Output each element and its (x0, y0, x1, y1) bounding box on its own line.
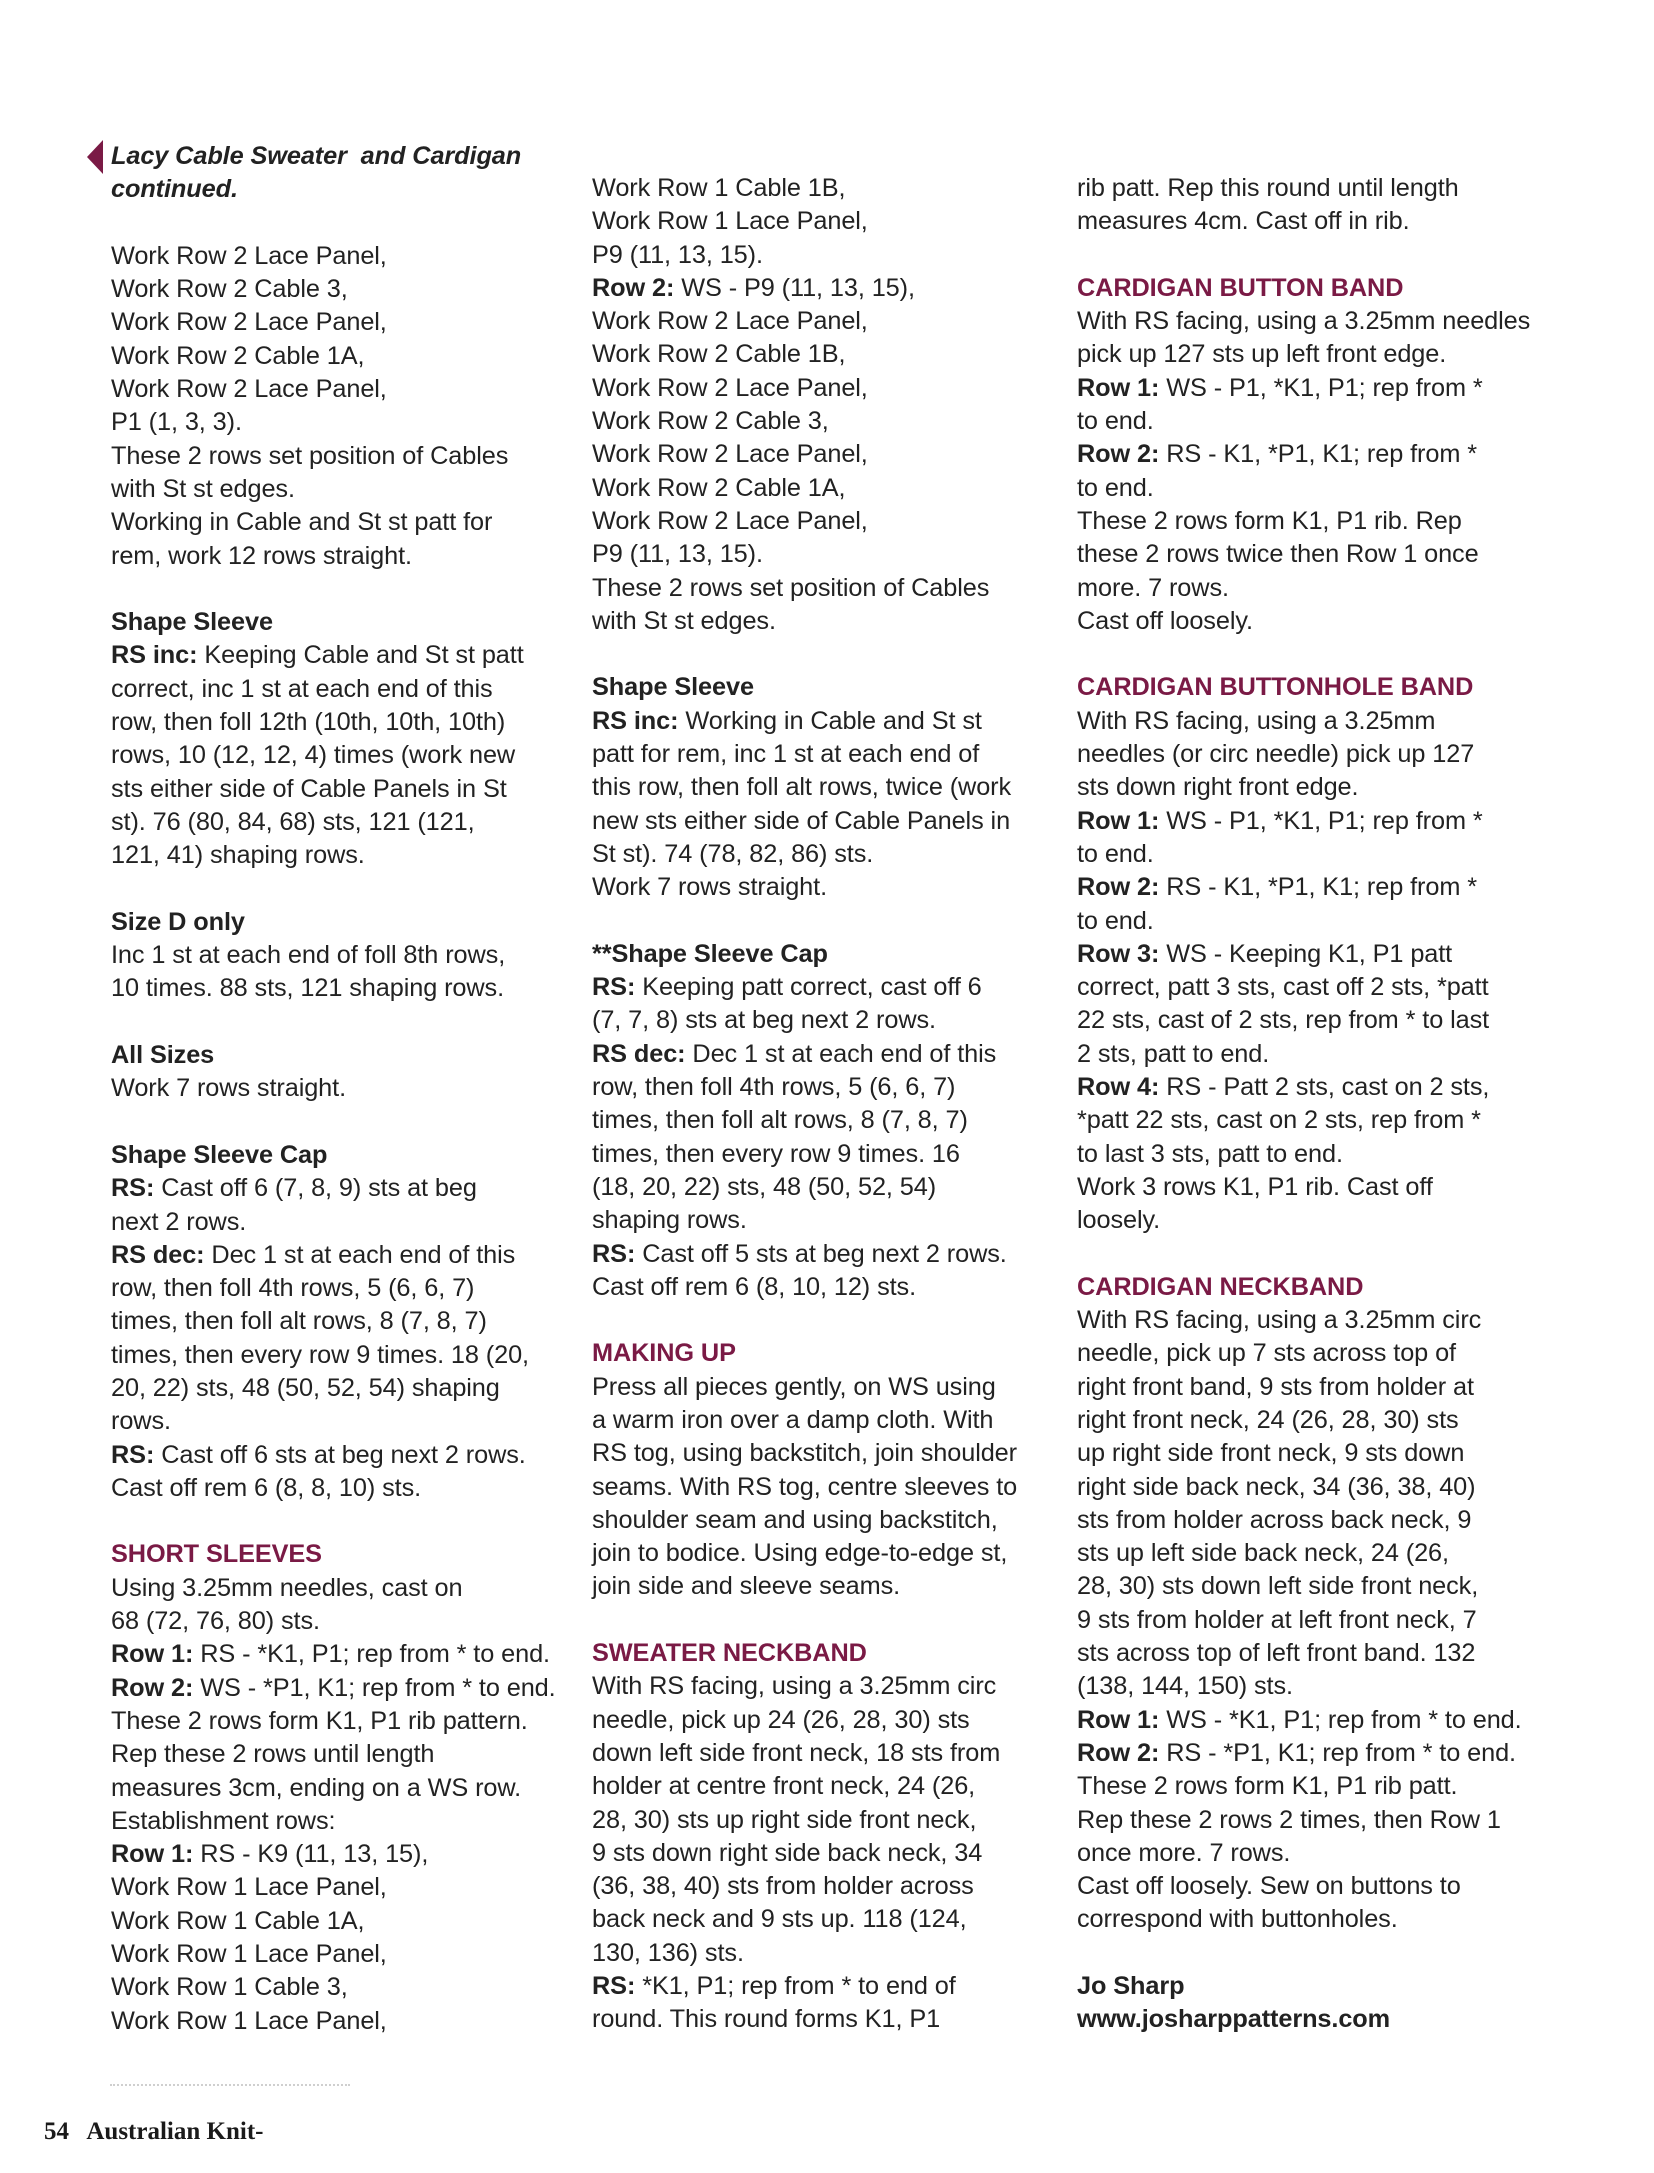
spacer (111, 1006, 581, 1039)
row-label: Row 4: (1077, 1073, 1160, 1102)
row-label: RS dec: (111, 1240, 205, 1269)
text-line: row, then foll 12th (10th, 10th, 10th) (111, 708, 506, 737)
subheading: All Sizes (111, 1041, 215, 1070)
text-line: correct, patt 3 sts, cast off 2 sts, *patt (1077, 973, 1489, 1002)
text-line: sts down right front edge. (1077, 773, 1359, 802)
text-line: to end. (1077, 906, 1154, 935)
row-label: RS: (592, 973, 636, 1002)
text-line: Cast off loosely. Sew on buttons to (1077, 1872, 1461, 1901)
instruction-line (1077, 1704, 1547, 1737)
text-line: With RS facing, using a 3.25mm circ (1077, 1306, 1482, 1335)
text-line: 20, 22) sts, 48 (50, 52, 54) shaping (111, 1373, 500, 1402)
spacer (1077, 1238, 1547, 1271)
text-line: measures 3cm, ending on a WS row. (111, 1773, 522, 1802)
text-line: 2 sts, patt to end. (1077, 1039, 1270, 1068)
text-line: row, then foll 4th rows, 5 (6, 6, 7) (111, 1274, 475, 1303)
spacer (592, 1304, 1062, 1337)
text-line: sts up left side back neck, 24 (26, (1077, 1539, 1449, 1568)
row-text: WS - *K1, P1; rep from * to end. (1159, 1705, 1522, 1734)
text-line: sts across top of left front band. 132 (1077, 1639, 1476, 1668)
subheading: Shape Sleeve (111, 608, 273, 637)
text-line: pick up 127 sts up left front edge. (1077, 340, 1447, 369)
text-line: patt for rem, inc 1 st at each end of (592, 740, 980, 769)
text-line: rem, work 12 rows straight. (111, 541, 412, 570)
row-text: RS - *P1, K1; rep from * to end. (1159, 1738, 1516, 1767)
row-label: Row 2: (592, 273, 675, 302)
text-line: shaping rows. (592, 1206, 747, 1235)
text-line: Cast off loosely. (1077, 606, 1253, 635)
subheading: www.josharppatterns.com (1077, 2005, 1391, 2034)
text-line: back neck and 9 sts up. 118 (124, (592, 1905, 967, 1934)
row-text: WS - P9 (11, 13, 15), (674, 273, 915, 302)
section-heading: SWEATER NECKBAND (592, 1639, 867, 1668)
text-line: to end. (1077, 407, 1154, 436)
text-line: (7, 7, 8) sts at beg next 2 rows. (592, 1006, 936, 1035)
instruction-line (592, 971, 1062, 1004)
spacer (1077, 638, 1547, 671)
text-line: rib patt. Rep this round until length (1077, 174, 1459, 202)
row-label: Row 2: (111, 1673, 194, 1702)
triangle-marker-icon (87, 140, 103, 174)
row-text: WS - P1, *K1, P1; rep from * (1159, 373, 1483, 402)
text-line: sts either side of Cable Panels in St (111, 774, 507, 803)
subheading: Jo Sharp (1077, 1972, 1185, 2001)
text-line: next 2 rows. (111, 1207, 247, 1236)
row-label: Row 2: (1077, 440, 1160, 469)
spacer (592, 905, 1062, 938)
spacer (111, 1505, 581, 1538)
row-label: Row 2: (1077, 873, 1160, 902)
section-heading: CARDIGAN BUTTONHOLE BAND (1077, 673, 1474, 702)
text-line: to end. (1077, 839, 1154, 868)
row-text: RS - Patt 2 sts, cast on 2 sts, (1159, 1073, 1490, 1102)
row-label: RS inc: (592, 706, 679, 735)
text-line: 121, 41) shaping rows. (111, 841, 365, 870)
column-1 (111, 140, 581, 2038)
text-line: round. This round forms K1, P1 (592, 2005, 941, 2034)
text-line: join to bodice. Using edge-to-edge st, (592, 1539, 1008, 1568)
row-label: Row 1: (111, 1840, 194, 1869)
text-line: Cast off rem 6 (8, 10, 12) sts. (592, 1272, 917, 1301)
magazine-name: Australian Knit- (86, 2118, 264, 2145)
text-line: to last 3 sts, patt to end. (1077, 1139, 1343, 1168)
row-text: WS - *P1, K1; rep from * to end. (193, 1673, 556, 1702)
section-heading: SHORT SLEEVES (111, 1540, 322, 1569)
text-line: times, then foll alt rows, 8 (7, 8, 7) (592, 1106, 968, 1135)
row-text: Dec 1 st at each end of this (685, 1039, 997, 1068)
column-2 (592, 172, 1062, 2037)
row-label: Row 1: (1077, 373, 1160, 402)
text-line: Work Row 2 Lace Panel, (111, 375, 387, 404)
text-line: times, then every row 9 times. 16 (592, 1139, 960, 1168)
text-line: These 2 rows set position of Cables (592, 573, 990, 602)
row-text: Dec 1 st at each end of this (204, 1240, 516, 1269)
section-heading: CARDIGAN BUTTON BAND (1077, 273, 1404, 302)
instruction-line (111, 1672, 581, 1705)
instruction-line (1077, 805, 1547, 838)
text-line: With RS facing, using a 3.25mm (1077, 706, 1436, 735)
row-label: RS: (111, 1440, 155, 1469)
subheading: Size D only (111, 907, 245, 936)
spacer (592, 638, 1062, 671)
instruction-line (111, 1239, 581, 1272)
text-line: new sts either side of Cable Panels in (592, 806, 1011, 835)
text-line: With RS facing, using a 3.25mm circ (592, 1672, 997, 1701)
text-line: These 2 rows form K1, P1 rib pattern. (111, 1706, 528, 1735)
text-line: Work Row 2 Lace Panel, (592, 506, 868, 535)
instruction-line (592, 1238, 1062, 1271)
text-line: join side and sleeve seams. (592, 1572, 901, 1601)
text-line: with St st edges. (111, 474, 295, 503)
text-line: this row, then foll alt rows, twice (work (592, 773, 1012, 802)
article-title-continued: continued. (111, 175, 238, 204)
text-line: times, then every row 9 times. 18 (20, (111, 1340, 529, 1369)
row-text: Working in Cable and St st (678, 706, 982, 735)
text-line: Work Row 1 Lace Panel, (111, 1873, 387, 1902)
text-line: Work Row 2 Cable 3, (111, 275, 348, 304)
text-line: P1 (1, 3, 3). (111, 408, 242, 437)
row-text: RS - *K1, P1; rep from * to end. (193, 1640, 550, 1669)
text-line: Work 7 rows straight. (111, 1074, 347, 1103)
text-line: *patt 22 sts, cast on 2 sts, rep from * (1077, 1106, 1481, 1135)
text-line: Cast off rem 6 (8, 8, 10) sts. (111, 1473, 422, 1502)
row-label: Row 1: (1077, 806, 1160, 835)
instruction-line (111, 1172, 581, 1205)
spacer (111, 1106, 581, 1139)
text-line: seams. With RS tog, centre sleeves to (592, 1472, 1018, 1501)
text-line: Inc 1 st at each end of foll 8th rows, (111, 941, 506, 970)
text-line: With RS facing, using a 3.25mm needles (1077, 307, 1531, 336)
text-line: 22 sts, cast of 2 sts, rep from * to last (1077, 1006, 1490, 1035)
text-line: more. 7 rows. (1077, 573, 1229, 602)
row-label: RS: (111, 1174, 155, 1203)
text-line: Work Row 2 Lace Panel, (592, 307, 868, 336)
instruction-line (1077, 438, 1547, 471)
instruction-line (1077, 372, 1547, 405)
row-text: Keeping patt correct, cast off 6 (635, 973, 982, 1002)
instruction-line (1077, 938, 1547, 971)
text-line: needle, pick up 24 (26, 28, 30) sts (592, 1705, 970, 1734)
row-label: RS: (592, 1239, 636, 1268)
text-line: right front neck, 24 (26, 28, 30) sts (1077, 1405, 1459, 1434)
text-line: correct, inc 1 st at each end of this (111, 674, 493, 703)
text-line: Work Row 2 Lace Panel, (592, 440, 868, 469)
row-text: Cast off 6 (7, 8, 9) sts at beg (154, 1174, 477, 1203)
page-footer (44, 2118, 263, 2146)
text-line: to end. (1077, 473, 1154, 502)
spacer (1077, 239, 1547, 272)
text-line: 68 (72, 76, 80) sts. (111, 1607, 320, 1636)
text-line: Work Row 1 Cable 1B, (592, 174, 846, 202)
text-line: measures 4cm. Cast off in rib. (1077, 207, 1410, 236)
text-line: These 2 rows form K1, P1 rib patt. (1077, 1772, 1458, 1801)
text-line: st). 76 (80, 84, 68) sts, 121 (121, (111, 807, 475, 836)
text-line: down left side front neck, 18 sts from (592, 1738, 1001, 1767)
text-line: Rep these 2 rows until length (111, 1740, 435, 1769)
section-heading: CARDIGAN NECKBAND (1077, 1272, 1364, 1301)
text-line: a warm iron over a damp cloth. With (592, 1405, 994, 1434)
text-line: P9 (11, 13, 15). (592, 540, 763, 569)
text-line: Work Row 2 Lace Panel, (111, 308, 387, 337)
text-line: Establishment rows: (111, 1806, 336, 1835)
text-line: Working in Cable and St st patt for (111, 508, 493, 537)
text-line: (18, 20, 22) sts, 48 (50, 52, 54) (592, 1172, 937, 1201)
instruction-line (1077, 1737, 1547, 1770)
row-text: Keeping Cable and St st patt (197, 641, 524, 670)
instruction-line (1077, 871, 1547, 904)
instruction-line (111, 1638, 581, 1671)
row-label: Row 1: (111, 1640, 194, 1669)
row-text: RS - K9 (11, 13, 15), (193, 1840, 429, 1869)
row-label: Row 1: (1077, 1705, 1160, 1734)
text-line: needles (or circ needle) pick up 127 (1077, 740, 1475, 769)
text-line: Work Row 2 Cable 1A, (592, 473, 846, 502)
text-line: 130, 136) sts. (592, 1938, 744, 1967)
text-line: needle, pick up 7 sts across top of (1077, 1339, 1456, 1368)
text-line: Work Row 1 Cable 1A, (111, 1906, 365, 1935)
text-line: 10 times. 88 sts, 121 shaping rows. (111, 974, 505, 1003)
text-line: Work Row 1 Lace Panel, (111, 1940, 387, 1969)
text-line: rows, 10 (12, 12, 4) times (work new (111, 741, 516, 770)
text-line: Work 7 rows straight. (592, 873, 828, 902)
spacer (111, 573, 581, 606)
instruction-line (111, 639, 581, 672)
text-line: (36, 38, 40) sts from holder across (592, 1872, 974, 1901)
text-line: with St st edges. (592, 606, 776, 635)
text-line: Rep these 2 rows 2 times, then Row 1 (1077, 1805, 1501, 1834)
text-line: holder at centre front neck, 24 (26, (592, 1772, 976, 1801)
text-line: once more. 7 rows. (1077, 1838, 1291, 1867)
text-line: shoulder seam and using backstitch, (592, 1505, 998, 1534)
text-line: Work Row 2 Lace Panel, (592, 373, 868, 402)
text-line: row, then foll 4th rows, 5 (6, 6, 7) (592, 1073, 956, 1102)
text-line: Work Row 2 Cable 1A, (111, 341, 365, 370)
row-text: RS - K1, *P1, K1; rep from * (1159, 873, 1477, 902)
text-line: RS tog, using backstitch, join shoulder (592, 1439, 1017, 1468)
text-line: times, then foll alt rows, 8 (7, 8, 7) (111, 1307, 487, 1336)
text-line: correspond with buttonholes. (1077, 1905, 1398, 1934)
subheading: Shape Sleeve (592, 673, 754, 702)
text-line: Work Row 1 Lace Panel, (111, 2006, 387, 2035)
text-line: these 2 rows twice then Row 1 once (1077, 540, 1479, 569)
spacer (111, 873, 581, 906)
spacer (592, 1604, 1062, 1637)
instruction-line (592, 272, 1062, 305)
article-title: Lacy Cable Sweater and Cardigan (111, 142, 522, 170)
text-line: Press all pieces gently, on WS using (592, 1372, 996, 1401)
row-text: WS - P1, *K1, P1; rep from * (1159, 806, 1483, 835)
text-line: right front band, 9 sts from holder at (1077, 1372, 1474, 1401)
text-line: Work Row 1 Lace Panel, (592, 207, 868, 236)
text-line: Work 3 rows K1, P1 rib. Cast off (1077, 1172, 1433, 1201)
row-label: Row 2: (1077, 1738, 1160, 1767)
text-line: These 2 rows set position of Cables (111, 441, 509, 470)
subheading: **Shape Sleeve Cap (592, 939, 828, 968)
instruction-line (111, 1838, 581, 1871)
row-text: WS - Keeping K1, P1 patt (1159, 939, 1453, 968)
text-line: Work Row 2 Cable 1B, (592, 340, 846, 369)
row-text: RS - K1, *P1, K1; rep from * (1159, 440, 1477, 469)
text-line: St st). 74 (78, 82, 86) sts. (592, 839, 874, 868)
text-line: Using 3.25mm needles, cast on (111, 1573, 463, 1602)
text-line: 28, 30) sts down left side front neck, (1077, 1572, 1479, 1601)
text-line: 9 sts down right side back neck, 34 (592, 1838, 983, 1867)
page-number: 54 (44, 2118, 69, 2145)
text-line: loosely. (1077, 1206, 1161, 1235)
row-label: Row 3: (1077, 939, 1160, 968)
row-text: Cast off 6 sts at beg next 2 rows. (154, 1440, 526, 1469)
text-line: rows. (111, 1407, 171, 1436)
instruction-line (592, 1970, 1062, 2003)
instruction-line (111, 1439, 581, 1472)
bleed-through-text (110, 2084, 350, 2096)
text-line: 9 sts from holder at left front neck, 7 (1077, 1605, 1477, 1634)
instruction-line (592, 705, 1062, 738)
row-text: *K1, P1; rep from * to end of (635, 1972, 956, 2001)
text-line: Work Row 1 Cable 3, (111, 1973, 348, 2002)
row-label: RS dec: (592, 1039, 686, 1068)
text-line: These 2 rows form K1, P1 rib. Rep (1077, 506, 1462, 535)
text-line: P9 (11, 13, 15). (592, 240, 763, 269)
text-line: right side back neck, 34 (36, 38, 40) (1077, 1472, 1476, 1501)
row-text: Cast off 5 sts at beg next 2 rows. (635, 1239, 1007, 1268)
row-label: RS: (592, 1972, 636, 2001)
text-line: sts from holder across back neck, 9 (1077, 1505, 1472, 1534)
text-line: 28, 30) sts up right side front neck, (592, 1805, 977, 1834)
text-line: Work Row 2 Lace Panel, (111, 241, 387, 270)
column-3 (1077, 172, 1547, 2037)
instruction-line (1077, 1071, 1547, 1104)
section-heading: MAKING UP (592, 1339, 736, 1368)
text-line: up right side front neck, 9 sts down (1077, 1439, 1465, 1468)
spacer (1077, 1937, 1547, 1970)
subheading: Shape Sleeve Cap (111, 1140, 328, 1169)
text-line: Work Row 2 Cable 3, (592, 407, 829, 436)
spacer (111, 207, 581, 240)
row-label: RS inc: (111, 641, 198, 670)
instruction-line (592, 1038, 1062, 1071)
text-line: (138, 144, 150) sts. (1077, 1672, 1293, 1701)
